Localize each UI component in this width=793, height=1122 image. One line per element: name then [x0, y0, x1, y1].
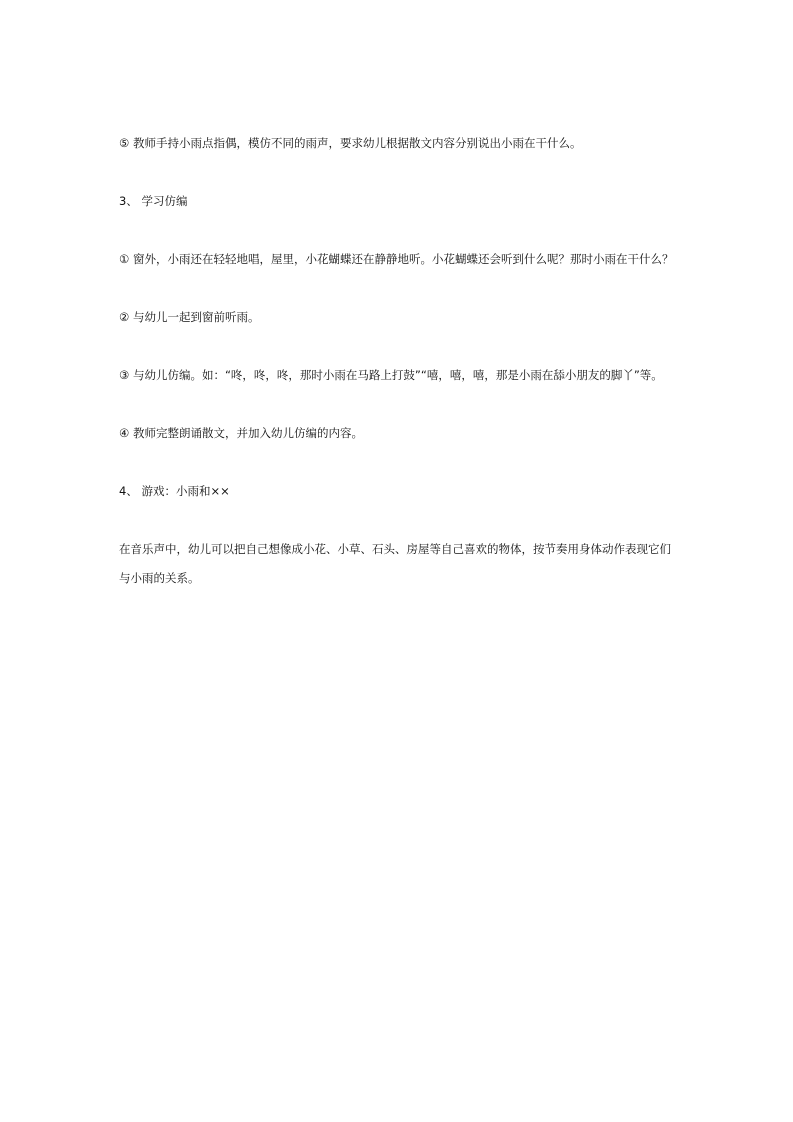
paragraph-spacer [119, 390, 675, 419]
step-5-teacher-finger-puppet: ⑤ 教师手持小雨点指偶，模仿不同的雨声，要求幼儿根据散文内容分别说出小雨在干什么。 [119, 136, 582, 150]
step-3-create-verses: ③ 与幼儿仿编。如：“咚，咚，咚，那时小雨在马路上打鼓”“嘻，嘻，嘻，那是小雨在舔小朋友的脚丫”等。 [119, 368, 663, 382]
document-body [119, 129, 675, 593]
paragraph-spacer [119, 506, 675, 535]
paragraph-spacer [119, 274, 675, 303]
section-4-heading: 4、 游戏：小雨和×× [119, 484, 230, 498]
section-3-heading: 3、 学习仿编 [119, 194, 188, 208]
paragraph-spacer [119, 448, 675, 477]
game-description: 在音乐声中，幼儿可以把自己想像成小花、小草、石头、房屋等自己喜欢的物体，按节奏用身体动作表现它们与小雨的关系。 [119, 542, 671, 585]
paragraph-spacer [119, 216, 675, 245]
step-4-full-recitation: ④ 教师完整朗诵散文，并加入幼儿仿编的内容。 [119, 426, 363, 440]
step-1-window-rain: ① 窗外，小雨还在轻轻地唱，屋里，小花蝴蝶还在静静地听。小花蝴蝶还会听到什么呢？那时小雨在干什么？ [119, 252, 674, 266]
paragraph-spacer [119, 158, 675, 187]
step-2-listen-rain: ② 与幼儿一起到窗前听雨。 [119, 310, 260, 324]
paragraph-spacer [119, 332, 675, 361]
